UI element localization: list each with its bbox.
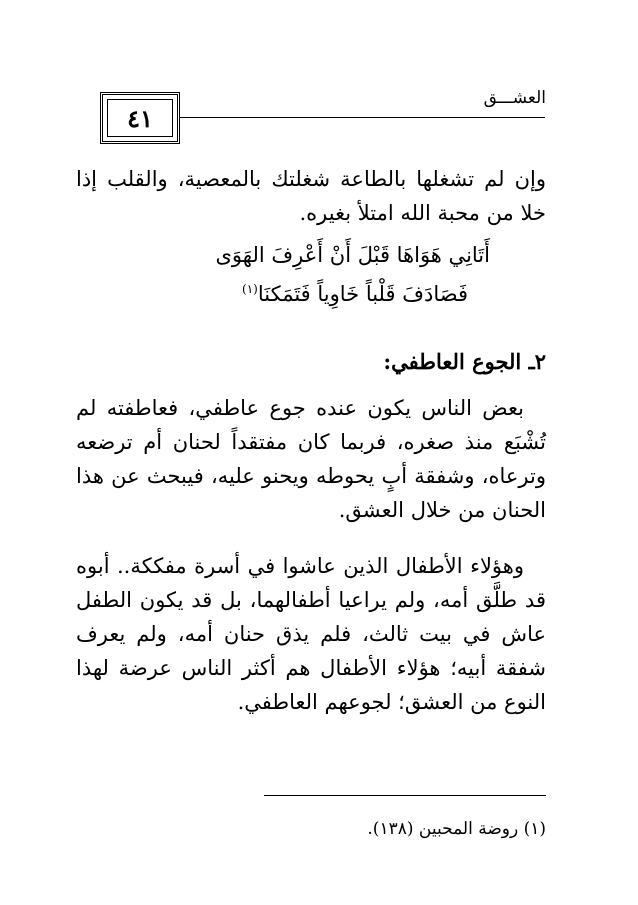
poem-line-2 bbox=[76, 272, 546, 311]
paragraph-1: وإن لم تشغلها بالطاعة شغلتك بالمعصية، والقلب إذا خلا من محبة الله امتلأ بغيره. bbox=[76, 167, 546, 225]
paragraph-3: وهؤلاء الأطفال الذين عاشوا في أسرة مفككة.. أبوه قد طلَّق أمه، ولم يراعيا أطفالهما، بل قد يكون الطفل عاش في بيت ثالث، فلم يذق حنان أمه، ولم يعرف شفقة أبيه؛ هؤلاء الأطفال هم أكثر الناس عرضة لهذا النوع من العشق؛ لجوعهم العاطفي. bbox=[76, 554, 546, 714]
poem-line-2-text: فَصَادَفَ قَلْباً خَاوِياً فَتَمَكنَا bbox=[257, 282, 468, 306]
header-rule bbox=[179, 117, 545, 118]
page-number-box bbox=[100, 92, 180, 144]
body-text bbox=[76, 162, 546, 719]
poem-line-1: أَتَانِي هَوَاهَا قَبْلَ أَنْ أَعْرِفَ الهَوَى bbox=[215, 243, 490, 267]
paragraph-2: بعض الناس يكون عنده جوع عاطفي، فعاطفته لم تُشْبَع منذ صغره، فربما كان مفتقداً لحنان أم ترضعه وترعاه، وشفقة أبٍ يحوطه ويحنو عليه، فيبحث عن هذا الحنان من خلال العشق. bbox=[76, 396, 546, 522]
footnote-1: (١) روضة المحبين (١٣٨). bbox=[367, 819, 546, 839]
poem bbox=[76, 238, 546, 311]
section-heading: ٢ـ الجوع العاطفي: bbox=[383, 349, 546, 374]
footnote-reference: (١) bbox=[242, 282, 258, 296]
footnote-rule bbox=[264, 795, 546, 796]
running-header-title: العشـــق bbox=[483, 88, 546, 108]
page-number: ٤١ bbox=[107, 99, 173, 137]
